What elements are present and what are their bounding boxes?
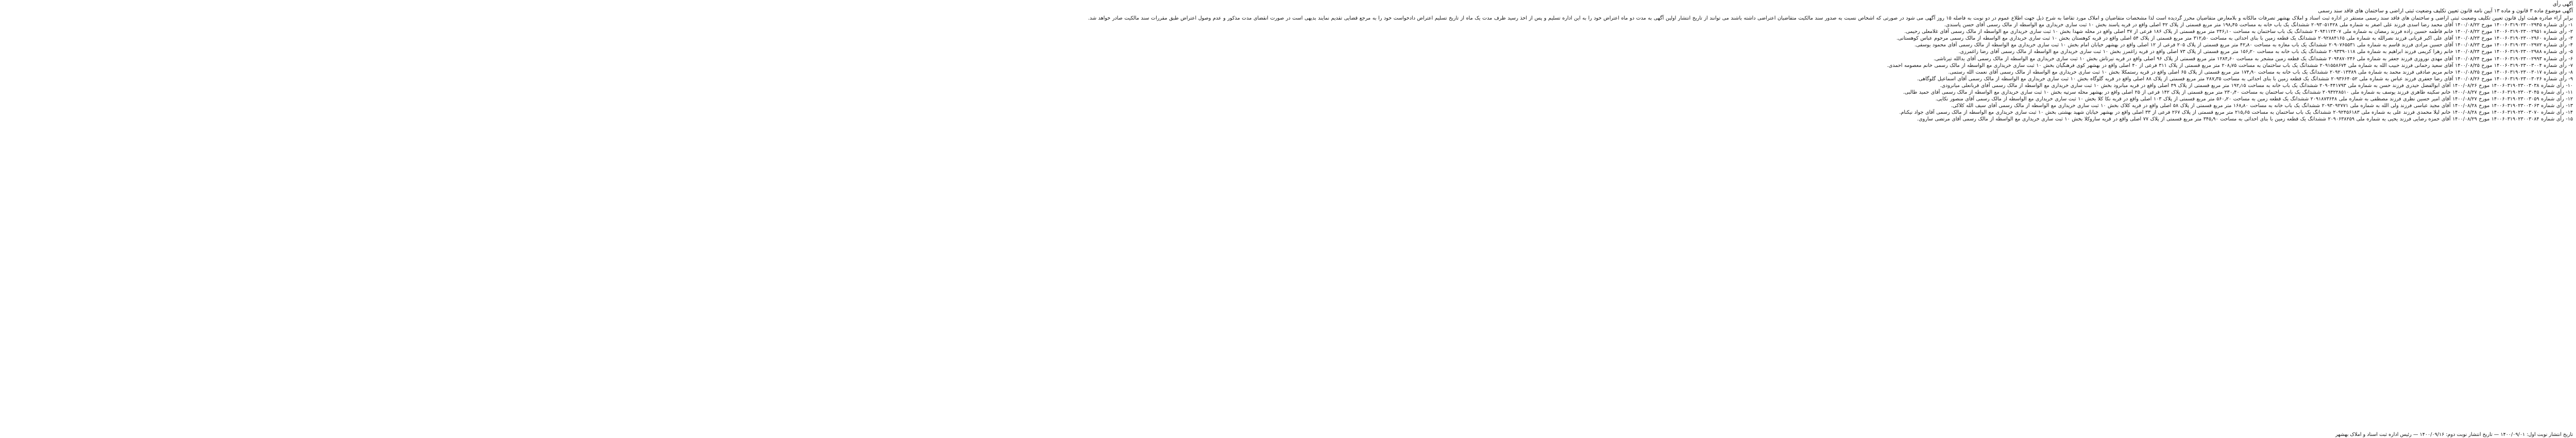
notice-paragraph: ۱۵- رأی شماره ۱۴۰۰۶۰۳۱۹۰۲۳۰۰۳۰۸۴ مورخ ۱۴۰۰/۰۸/۲۹ آقای حمزه رضایی فرزند یحیی به شماره ملی ۲۰۹۰۶۳۸۲۵۹ ششدانگ یک قطعه زمین با بنای احداثی به مساحت ۳۴۵٫۹۰ متر مربع قسمتی از پلاک ۷۷ اصلی واقع در قریه ساروکلا بخش ۱۰ ثبت ساری خریداری مع الواسطه از مالک رسمی آقای مرتضی ساروی. <box>1917 116 2573 122</box>
notice-paragraph: ۳- رأی شماره ۱۴۰۰۶۰۳۱۹۰۲۳۰۰۲۹۶۰ مورخ ۱۴۰۰/۰۸/۲۳ آقای علی اکبر قربانی فرزند نصرالله به شماره ملی ۲۰۹۲۸۸۴۱۶۵ ششدانگ یک قطعه زمین با بنای احداثی به مساحت ۳۱۲٫۵۰ متر مربع قسمتی از پلاک ۵۴ اصلی واقع در قریه کوهستان بخش ۱۰ ثبت ساری خریداری مع الواسطه از مالک رسمی مرحوم عباس کوهستانی. <box>1896 36 2573 42</box>
notice-dates: تاریخ انتشار نوبت اول: ۱۴۰۰/۰۹/۰۱ — تاریخ انتشار نوبت دوم: ۱۴۰۰/۰۹/۱۶ <box>2419 432 2573 437</box>
notice-paragraph: ۱۳- رأی شماره ۱۴۰۰۶۰۳۱۹۰۲۳۰۰۳۰۶۳ مورخ ۱۴۰۰/۰۸/۲۸ آقای مجید عباسی فرزند ولی الله به شماره ملی ۲۰۹۳۰۹۲۷۷۱ ششدانگ یک باب خانه به مساحت ۱۶۸٫۸۰ متر مربع قسمتی از پلاک ۵۸ اصلی واقع در قریه کلاک بخش ۱۰ ثبت ساری خریداری مع الواسطه از مالک رسمی آقای سیف الله کلاکی. <box>1951 103 2573 109</box>
notice-title: آگهی رأی <box>2552 2 2573 7</box>
notice-paragraph: ۹- رأی شماره ۱۴۰۰۶۰۳۱۹۰۲۳۰۰۳۰۲۶ مورخ ۱۴۰۰/۰۸/۲۶ آقای رضا جعفری فرزند عباس به شماره ملی ۲۰۹۳۶۶۴۰۵۲ ششدانگ یک قطعه زمین با بنای احداثی به مساحت ۲۸۷٫۳۵ متر مربع قسمتی از پلاک ۸۸ اصلی واقع در قریه گلوگاه بخش ۱۰ ثبت ساری خریداری مع الواسطه از مالک رسمی آقای اسماعیل گلوگاهی. <box>1917 76 2573 82</box>
notice-paragraph: ۱۴- رأی شماره ۱۴۰۰۶۰۳۱۹۰۲۳۰۰۳۰۷۰ مورخ ۱۴۰۰/۰۸/۲۸ خانم لیلا محمدی فرزند علی به شماره ملی ۲۰۹۲۴۵۶۱۸۳ ششدانگ یک باب ساختمان به مساحت ۲۱۵٫۶۵ متر مربع قسمتی از پلاک ۲۶۷ فرعی از ۳۳ اصلی واقع در بهشهر خیابان شهید بهشتی بخش ۱۰ ثبت ساری خریداری مع الواسطه از مالک رسمی آقای جواد نیکنام. <box>1899 110 2573 116</box>
notice-paragraph: ۱- رأی شماره ۱۴۰۰۶۰۳۱۹۰۲۳۰۰۲۹۴۵ مورخ ۱۴۰۰/۰۸/۲۲ آقای محمد رضا اسدی فرزند علی اصغر به شماره ملی ۲۰۹۳۰۵۱۴۲۸ ششدانگ یک باب خانه به مساحت ۱۹۸٫۴۵ متر مربع قسمتی از پلاک ۴۲ اصلی واقع در قریه پاسند بخش ۱۰ ثبت ساری خریداری مع الواسطه از مالک رسمی آقای حسن پاسندی. <box>1944 22 2573 28</box>
notice-subtitle: آگهی موضوع ماده ۳ قانون و ماده ۱۳ آیین نامه قانون تعیین تکلیف وضعیت ثبتی اراضی و ساختمان های فاقد سند رسمی <box>2318 8 2573 14</box>
notice-paragraph: ۷- رأی شماره ۱۴۰۰۶۰۳۱۹۰۲۳۰۰۳۰۰۴ مورخ ۱۴۰۰/۰۸/۲۵ آقای سعید رحمانی فرزند حبیب الله به شماره ملی ۲۰۹۱۵۵۸۶۷۴ ششدانگ یک باب ساختمان به مساحت ۲۰۸٫۷۵ متر مربع قسمتی از پلاک ۳۱۱ فرعی از ۴۰ اصلی واقع در بهشهر کوی فرهنگیان بخش ۱۰ ثبت ساری خریداری مع الواسطه از مالک رسمی خانم معصومه احمدی. <box>1887 62 2573 68</box>
notice-paragraph: ۵- رأی شماره ۱۴۰۰۶۰۳۱۹۰۲۳۰۰۲۹۸۸ مورخ ۱۴۰۰/۰۸/۲۴ خانم زهرا کریمی فرزند ابراهیم به شماره ملی ۲۰۹۳۳۹۰۱۱۸ ششدانگ یک باب خانه به مساحت ۱۵۶٫۲۰ متر مربع قسمتی از پلاک ۷۳ اصلی واقع در قریه زاغمرز بخش ۱۰ ثبت ساری خریداری مع الواسطه از مالک رسمی آقای رضا زاغمرزی. <box>1958 49 2573 55</box>
notice-footer: تاریخ انتشار نوبت اول: ۱۴۰۰/۰۹/۰۱ — تاریخ انتشار نوبت دوم: ۱۴۰۰/۰۹/۱۶ — رئیس اداره ثبت اسناد و املاک بهشهر <box>2335 432 2573 437</box>
notice-signature: رئیس اداره ثبت اسناد و املاک بهشهر <box>2335 432 2412 437</box>
notice-paragraph: ۱۱- رأی شماره ۱۴۰۰۶۰۳۱۹۰۲۳۰۰۳۰۴۵ مورخ ۱۴۰۰/۰۸/۲۷ خانم سکینه طاهری فرزند یوسف به شماره ملی ۲۰۹۴۲۲۸۵۱۰ ششدانگ یک باب ساختمان به مساحت ۲۳۰٫۴۰ متر مربع قسمتی از پلاک ۱۴۲ فرعی از ۲۵ اصلی واقع در بهشهر محله سرتپه بخش ۱۰ ثبت ساری خریداری مع الواسطه از مالک رسمی آقای حمید طالبی. <box>1903 90 2573 96</box>
notice-paragraph: ۶- رأی شماره ۱۴۰۰۶۰۳۱۹۰۲۳۰۰۲۹۹۳ مورخ ۱۴۰۰/۰۸/۲۴ آقای مهدی نوروزی فرزند جعفر به شماره ملی ۲۰۹۴۸۷۰۲۴۶ ششدانگ یک قطعه زمین مشجر به مساحت ۱۲۸۴٫۶۰ متر مربع قسمتی از پلاک ۹۶ اصلی واقع در قریه تیرتاش بخش ۱۰ ثبت ساری خریداری مع الواسطه از مالک رسمی آقای یدالله تیرتاشی. <box>1933 56 2573 62</box>
notice-paragraph: ۴- رأی شماره ۱۴۰۰۶۰۳۱۹۰۲۳۰۰۲۹۷۲ مورخ ۱۴۰۰/۰۸/۲۳ آقای حسین مرادی فرزند قاسم به شماره ملی ۲۰۹۰۷۶۵۵۳۱ ششدانگ یک باب مغازه به مساحت ۴۲٫۸۰ متر مربع قسمتی از پلاک ۲۰۵ فرعی از ۱۲ اصلی واقع در بهشهر خیابان امام بخش ۱۰ ثبت ساری خریداری مع الواسطه از مالک رسمی آقای محمود یوسفی. <box>1914 42 2573 48</box>
notice-paragraph: برابر آراء صادره هیئت اول قانون تعیین تکلیف وضعیت ثبتی اراضی و ساختمان های فاقد سند رسمی مستقر در اداره ثبت اسناد و املاک بهشهر تصرفات مالکانه و بلامعارض متقاضیان محرز گردیده است لذا مشخصات متقاضیان و املاک مورد تقاضا به شرح ذیل جهت اطلاع عموم در دو نوبت به فاصله ۱۵ روز آگهی می شود در صورتی که اشخاص نسبت به صدور سند مالکیت متقاضیان اعتراضی داشته باشند می توانند از تاریخ انتشار اولین آگهی به مدت دو ماه اعتراض خود را به این اداره تسلیم و پس از اخذ رسید ظرف مدت یک ماه از تاریخ تسلیم اعتراض دادخواست خود را به مرجع قضایی تقدیم نمایند بدیهی است در صورت انقضای مدت مذکور و عدم وصول اعتراض طبق مقررات سند مالکیت صادر خواهد شد. <box>1088 15 2573 21</box>
notice-body <box>0 15 2573 433</box>
notice-paragraph: ۱۰- رأی شماره ۱۴۰۰۶۰۳۱۹۰۲۳۰۰۳۰۳۸ مورخ ۱۴۰۰/۰۸/۲۶ آقای ابوالفضل حیدری فرزند حسن به شماره ملی ۲۰۹۰۴۴۱۷۹۳ ششدانگ یک باب خانه به مساحت ۱۹۲٫۱۵ متر مربع قسمتی از پلاک ۴۹ اصلی واقع در قریه میانرود بخش ۱۰ ثبت ساری خریداری مع الواسطه از مالک رسمی آقای قربانعلی میانرودی. <box>1940 82 2573 89</box>
notice-paragraph: ۸- رأی شماره ۱۴۰۰۶۰۳۱۹۰۲۳۰۰۳۰۱۷ مورخ ۱۴۰۰/۰۸/۲۵ خانم مریم صادقی فرزند محمد به شماره ملی ۲۰۹۲۰۱۳۳۸۹ ششدانگ یک باب خانه به مساحت ۱۷۴٫۹۰ متر مربع قسمتی از پلاک ۶۵ اصلی واقع در قریه رستمکلا بخش ۱۰ ثبت ساری خریداری مع الواسطه از مالک رسمی آقای نعمت الله رستمی. <box>1948 69 2573 75</box>
notice-paragraph: ۲- رأی شماره ۱۴۰۰۶۰۳۱۹۰۲۳۰۰۲۹۵۱ مورخ ۱۴۰۰/۰۸/۲۲ خانم فاطمه حسین زاده فرزند رمضان به شماره ملی ۲۰۹۴۱۱۲۳۰۷ ششدانگ یک باب ساختمان به مساحت ۲۴۶٫۱۰ متر مربع قسمتی از پلاک ۱۸۶ فرعی از ۳۷ اصلی واقع در محله شهدا بخش ۱۰ ثبت ساری خریداری مع الواسطه از مالک رسمی آقای غلامعلی رحیمی. <box>1904 29 2573 35</box>
notice-paragraph: ۱۲- رأی شماره ۱۴۰۰۶۰۳۱۹۰۲۳۰۰۳۰۵۹ مورخ ۱۴۰۰/۰۸/۲۷ آقای امیر حسین نظری فرزند مصطفی به شماره ملی ۲۰۹۱۸۷۳۶۴۸ ششدانگ یک قطعه زمین به مساحت ۵۶۰٫۲۰ متر مربع قسمتی از پلاک ۱۰۳ اصلی واقع در قریه نکا کلا بخش ۱۰ ثبت ساری خریداری مع الواسطه از مالک رسمی آقای منصور نکایی. <box>1935 96 2573 102</box>
